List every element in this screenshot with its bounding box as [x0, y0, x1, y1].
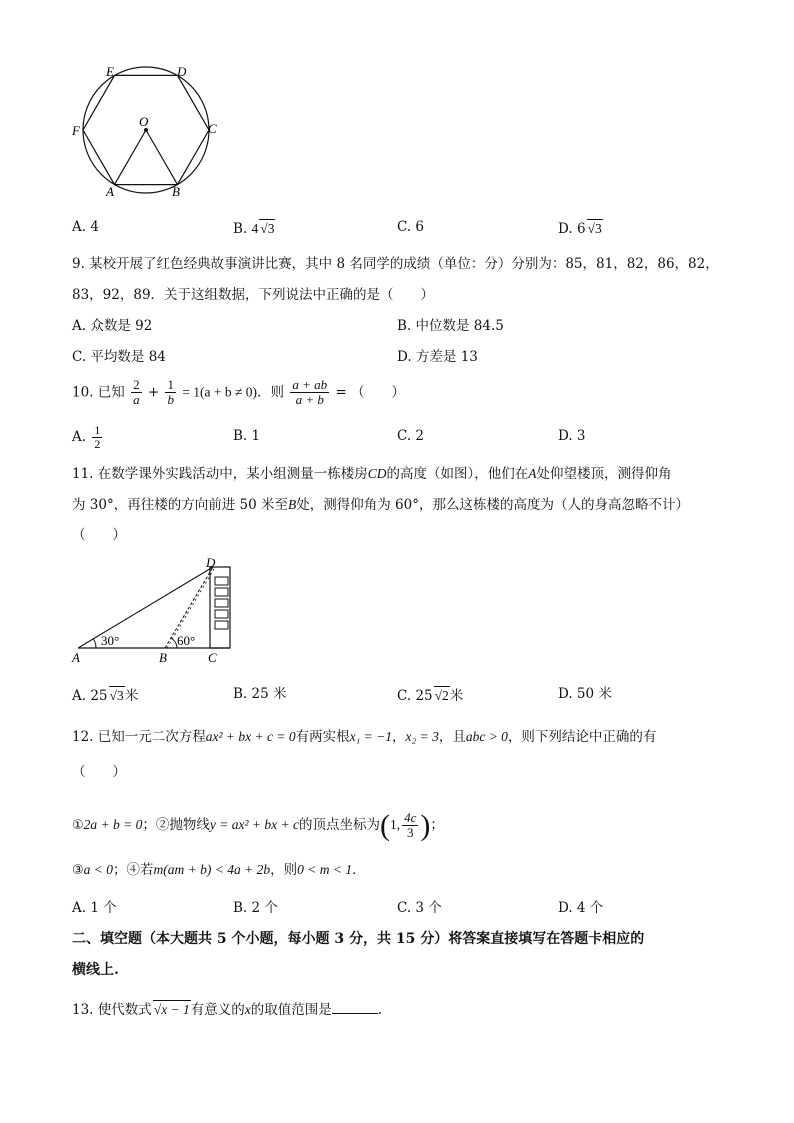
- sqrt-radicand: √3: [109, 688, 124, 703]
- segment-OB: [146, 130, 178, 185]
- q10-tail: = （ ）: [335, 384, 405, 401]
- paren-open: (: [380, 809, 390, 842]
- fraction-2-over-a: $\frac{2}{a}$: [133, 377, 140, 408]
- label-angle-30: 30°: [101, 633, 120, 648]
- q11-stem-line1: 11. 在数学课外实践活动中，某小组测量一栋楼房CD的高度（如图），他们在A处仰望楼顶，测得仰角: [72, 466, 672, 482]
- q9-stem-line1: 9. 某校开展了红色经典故事演讲比赛，其中 8 名同学的成绩（单位：分）分别为：85，81，82，86，82，: [72, 256, 719, 272]
- label-E: E: [106, 64, 114, 79]
- fraction-target: $\frac{a + ab}{a + b}$: [292, 377, 328, 408]
- q8-option-d[interactable]: [558, 219, 603, 239]
- q9-option-b[interactable]: B. 中位数是 84.5: [397, 318, 504, 334]
- angle-arc-30: [94, 639, 97, 648]
- sqrt-radicand: √3: [260, 221, 275, 236]
- q11-stem-line3: （ ）: [72, 527, 126, 543]
- paren-close: ): [420, 809, 431, 842]
- label-F: F: [72, 123, 80, 138]
- label-D: D: [206, 556, 216, 570]
- q12-option-c[interactable]: C. 3 个: [397, 900, 442, 916]
- option-label: B.: [233, 221, 248, 237]
- q8-option-a[interactable]: A. 4: [72, 219, 99, 235]
- label-D: D: [177, 64, 187, 79]
- q10-prefix: 10. 已知: [72, 384, 125, 401]
- q10-stem: [72, 378, 405, 408]
- q10-equation: = 1(a + b ≠ 0)．则: [182, 384, 285, 400]
- plus-sign: +: [147, 384, 160, 401]
- q8-option-b[interactable]: [233, 219, 275, 239]
- q13-stem: 13. 使代数式 √x − 1有意义的x的取值范围是 .: [72, 1002, 383, 1018]
- q11-option-b[interactable]: B. 25 米: [233, 686, 287, 702]
- sqrt-radicand: √3: [587, 221, 602, 236]
- answer-blank[interactable]: [332, 1001, 378, 1014]
- q12-option-b[interactable]: B. 2 个: [233, 900, 278, 916]
- q12-statements-3-4: ③a < 0；④若m(am + b) < 4a + 2b，则0 < m < 1．: [72, 862, 366, 878]
- q11-option-a[interactable]: A. 25 √3米: [72, 688, 139, 704]
- section2-heading-line2: 横线上.: [72, 962, 119, 978]
- q9-option-d[interactable]: D. 方差是 13: [397, 349, 478, 365]
- label-B: B: [159, 650, 167, 665]
- q10-option-b[interactable]: B. 1: [233, 428, 261, 444]
- label-A: A: [106, 184, 114, 199]
- window-4: [215, 610, 228, 618]
- option-label: A.: [72, 429, 87, 446]
- label-O: O: [139, 114, 149, 129]
- q11-stem-line2: 为 30°，再往楼的方向前进 50 米至B处，测得仰角为 60°，那么这栋楼的高度为（人的身高忽略不计）: [72, 497, 689, 513]
- q10-option-c[interactable]: C. 2: [397, 428, 425, 444]
- label-angle-60: 60°: [177, 633, 196, 648]
- q12-stem-line1: 12. 已知一元二次方程ax² + bx + c = 0有两实根x₁ = −1，x₂ = 3，且abc > 0，则下列结论中正确的有: [72, 729, 657, 745]
- fraction-4c-over-3: $\frac{4c}{3}$: [404, 809, 417, 840]
- label-B: B: [172, 184, 180, 199]
- q11-option-c[interactable]: C. 25 √2米: [397, 688, 464, 704]
- window-1: [215, 577, 228, 585]
- q12-statements-1-2: ①2a + b = 0；②抛物线y = ax² + bx + c的顶点坐标为(1, $\frac{4c}{3}$ )；: [72, 809, 444, 842]
- label-C: C: [208, 121, 217, 136]
- q8-option-c[interactable]: C. 6: [397, 219, 425, 235]
- q12-option-d[interactable]: D. 4 个: [558, 900, 604, 916]
- label-A: A: [72, 650, 80, 665]
- segment-OA: [115, 130, 147, 185]
- coef: 4: [251, 221, 259, 236]
- q9-option-a[interactable]: A. 众数是 92: [72, 318, 153, 334]
- label-C: C: [208, 650, 217, 665]
- q9-option-c[interactable]: C. 平均数是 84: [72, 349, 166, 365]
- fraction-1-over-b: $\frac{1}{b}$: [167, 377, 174, 408]
- q9-stem-line2: 83，92，89．关于这组数据，下列说法中正确的是（ ）: [72, 287, 435, 303]
- coef: 6: [576, 221, 586, 237]
- q12-stem-line2: （ ）: [72, 764, 126, 780]
- window-3: [215, 599, 228, 607]
- q12-option-a[interactable]: A. 1 个: [72, 900, 117, 916]
- sqrt-x-minus-1: √x − 1: [153, 1002, 190, 1017]
- window-5: [215, 621, 228, 629]
- hexagon-circle-figure: [66, 62, 226, 202]
- q10-option-d[interactable]: D. 3: [558, 428, 586, 444]
- q10-option-a[interactable]: [72, 424, 104, 451]
- window-2: [215, 588, 228, 596]
- building-elevation-figure: [70, 556, 242, 668]
- section2-heading-line1: 二、填空题（本大题共 5 个小题，每小题 3 分，共 15 分）将答案直接填写在答题卡相应的: [72, 931, 645, 947]
- option-label: D.: [558, 221, 573, 237]
- sqrt-radicand: √2: [434, 688, 449, 703]
- q11-option-d[interactable]: D. 50 米: [558, 686, 612, 702]
- fraction-1-over-2: $\frac{1}{2}$: [94, 423, 101, 452]
